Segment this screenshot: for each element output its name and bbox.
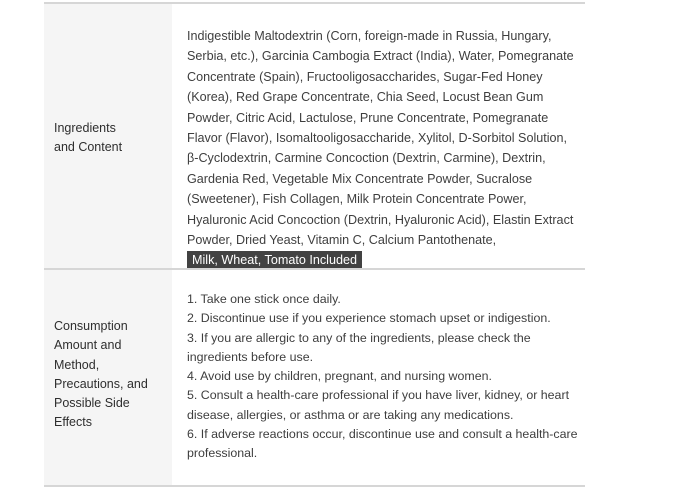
allergen-badge: Milk, Wheat, Tomato Included: [187, 251, 362, 270]
consumption-row: [44, 270, 585, 485]
consumption-label: Consumption Amount and Method, Precautions, and Possible Side Effects: [54, 319, 148, 430]
consumption-step: 6. If adverse reactions occur, discontinue use and consult a health-care professional.: [187, 427, 578, 461]
ingredients-label-cell: [44, 4, 172, 268]
product-info-table: [44, 0, 585, 500]
consumption-step: 2. Discontinue use if you experience stomach upset or indigestion.: [187, 311, 551, 326]
ingredients-label: Ingredients and Content: [54, 121, 123, 155]
table-bottom-divider: [44, 485, 585, 487]
ingredients-row: [44, 4, 585, 268]
consumption-steps: [187, 290, 581, 464]
consumption-label-cell: [44, 270, 172, 485]
consumption-step: 3. If you are allergic to any of the ingredients, please check the ingredients before use.: [187, 330, 531, 364]
ingredients-list: Indigestible Maltodextrin (Corn, foreign-made in Russia, Hungary, Serbia, etc.), Garcinia Cambogia Extract (India), Water, Pomegranate Concentrate (Spain), Fructooligosaccharides, Sugar-Fed Honey (Korea), Red Grape Concentrate, Chia Seed, Locust Bean Gum Powder, Citric Acid, Lactulose, Prune Concentrate, Pomegranate Flavor (Flavor), Isomaltooligosaccharide, Xylitol, D-Sorbitol Solution, β-Cyclodextrin, Carmine Concoction (Dextrin, Carmine), Dextrin, Gardenia Red, Vegetable Mix Concentrate Powder, Sucralose (Sweetener), Fish Collagen, Milk Protein Concentrate Power, Hyaluronic Acid Concoction (Dextrin, Hyaluronic Acid), Elastin Extract Powder, Dried Yeast, Vitamin C, Calcium Pantothenate,: [187, 29, 574, 248]
consumption-step: 4. Avoid use by children, pregnant, and nursing women.: [187, 369, 492, 384]
consumption-content-cell: [172, 270, 585, 485]
consumption-step: 5. Consult a health-care professional if you have liver, kidney, or heart disease, allergies, or asthma or are taking any medications.: [187, 388, 570, 422]
ingredients-text-block: [187, 26, 581, 271]
consumption-step: 1. Take one stick once daily.: [187, 292, 341, 306]
ingredients-content-cell: [172, 4, 585, 268]
